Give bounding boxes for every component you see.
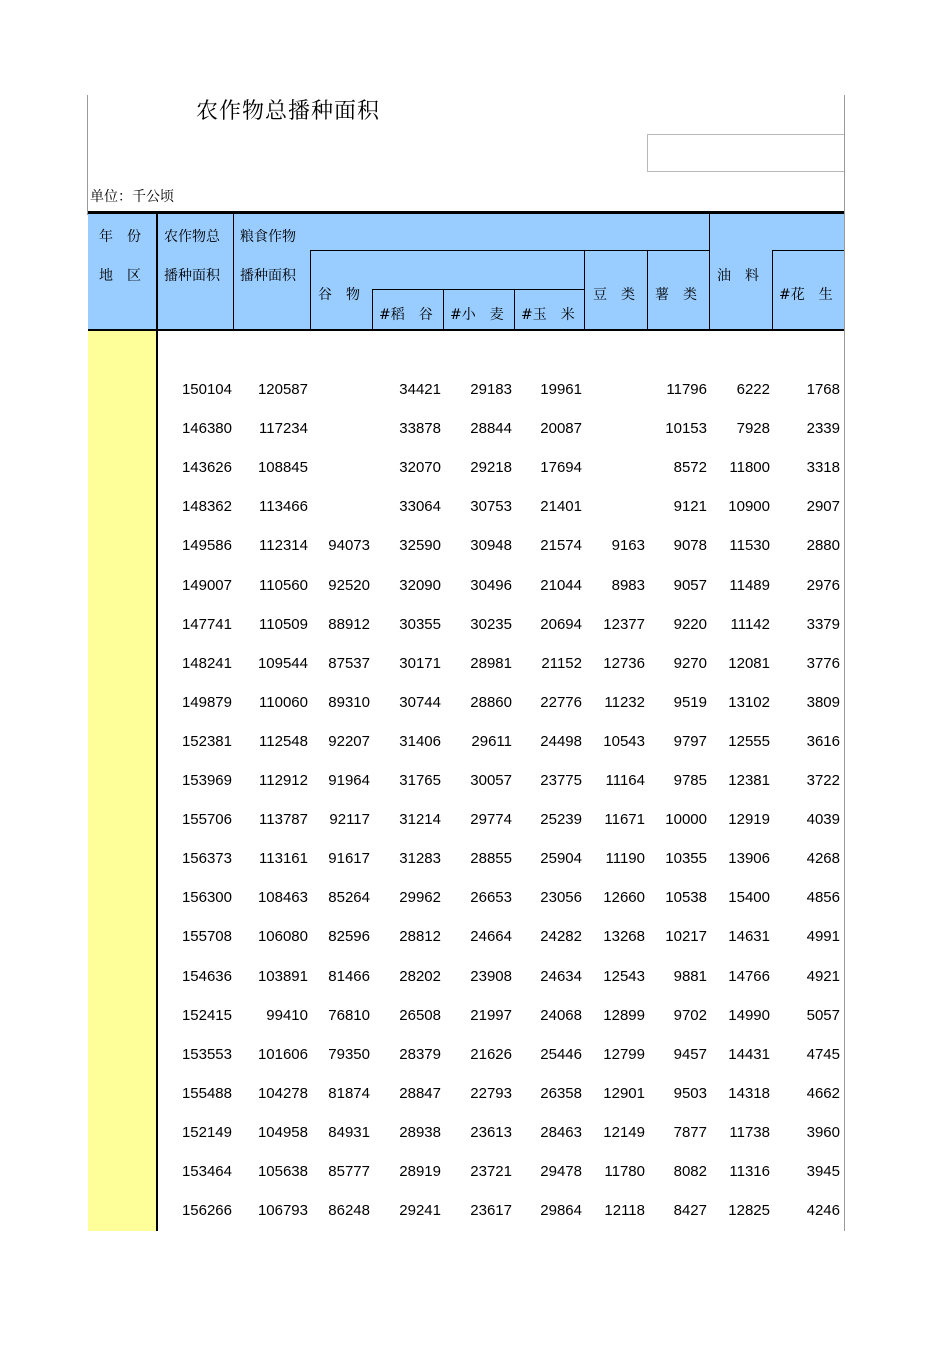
table-cell: 101606 xyxy=(257,1045,308,1063)
table-cell: 86248 xyxy=(328,1202,370,1220)
table-cell: 12799 xyxy=(603,1045,645,1063)
table-cell: 147741 xyxy=(181,615,232,633)
table-row xyxy=(0,616,950,636)
table-cell: 28463 xyxy=(540,1123,582,1141)
table-cell: 103891 xyxy=(257,967,308,985)
table-cell: 30235 xyxy=(470,615,512,633)
table-cell: 106080 xyxy=(257,928,308,946)
table-row xyxy=(0,498,950,518)
table-cell: 12555 xyxy=(728,732,770,750)
table-cell: 11489 xyxy=(729,576,770,594)
table-cell: 12149 xyxy=(603,1123,645,1141)
table-cell: 3776 xyxy=(806,654,840,672)
table-cell: 156266 xyxy=(181,1202,232,1220)
table-cell: 28844 xyxy=(470,420,512,438)
table-cell: 23721 xyxy=(470,1163,512,1180)
table-cell: 9057 xyxy=(673,576,707,594)
table-cell: 143626 xyxy=(181,459,232,477)
table-cell: 9785 xyxy=(673,772,707,789)
table-cell: 28847 xyxy=(399,1084,441,1102)
table-cell: 10153 xyxy=(665,420,707,438)
table-cell: 85264 xyxy=(328,889,370,907)
table-cell: 113466 xyxy=(259,498,308,516)
table-cell: 28812 xyxy=(399,928,441,946)
table-cell: 9220 xyxy=(673,615,707,633)
table-cell: 12901 xyxy=(603,1084,645,1102)
table-cell: 29478 xyxy=(540,1163,582,1180)
table-cell: 21401 xyxy=(540,498,582,516)
header-oil: 油 料 xyxy=(717,268,759,284)
table-cell: 4921 xyxy=(806,967,840,985)
table-cell: 28981 xyxy=(470,654,512,672)
table-cell: 91617 xyxy=(328,850,370,868)
table-cell: 10000 xyxy=(665,811,707,829)
table-cell: 10538 xyxy=(665,889,707,907)
table-cell: 25904 xyxy=(540,850,582,868)
table-cell: 21574 xyxy=(540,537,582,555)
table-cell: 9078 xyxy=(673,537,707,555)
table-cell: 112548 xyxy=(259,732,308,750)
table-row xyxy=(0,733,950,753)
table-cell: 23775 xyxy=(540,772,582,789)
table-cell: 110060 xyxy=(259,693,308,711)
table-cell: 25446 xyxy=(540,1045,582,1063)
table-cell: 28919 xyxy=(399,1163,441,1180)
table-cell: 29183 xyxy=(470,381,512,398)
table-row xyxy=(0,1007,950,1027)
table-cell: 11190 xyxy=(605,850,645,868)
header-cereal: 谷 物 xyxy=(318,287,360,303)
table-cell: 104278 xyxy=(257,1084,308,1102)
table-cell: 20087 xyxy=(540,420,582,438)
table-cell: 32590 xyxy=(399,537,441,555)
table-cell: 31214 xyxy=(399,811,441,829)
table-cell: 9163 xyxy=(611,537,645,555)
table-cell: 21044 xyxy=(540,576,582,594)
table-cell: 22793 xyxy=(470,1084,512,1102)
table-cell: 3960 xyxy=(806,1123,840,1141)
table-cell: 29611 xyxy=(471,732,512,750)
header-total-line1: 农作物总 xyxy=(164,229,220,245)
table-cell: 29218 xyxy=(470,459,512,477)
table-cell: 156300 xyxy=(181,889,232,907)
table-cell: 148362 xyxy=(181,498,232,516)
table-row xyxy=(0,928,950,948)
table-cell: 26653 xyxy=(470,889,512,907)
table-cell: 23617 xyxy=(470,1202,512,1220)
table-cell: 7877 xyxy=(673,1123,707,1141)
table-cell: 88912 xyxy=(328,615,370,633)
table-cell: 4991 xyxy=(806,928,840,946)
table-row xyxy=(0,889,950,909)
table-cell: 81466 xyxy=(328,967,370,985)
table-cell: 10900 xyxy=(728,498,770,516)
table-cell: 23056 xyxy=(540,889,582,907)
table-cell: 92117 xyxy=(329,811,370,829)
table-cell: 30948 xyxy=(470,537,512,555)
table-cell: 12919 xyxy=(728,811,770,829)
table-cell: 30057 xyxy=(470,772,512,789)
table-cell: 99410 xyxy=(266,1006,308,1024)
table-row xyxy=(0,850,950,870)
table-cell: 12118 xyxy=(604,1202,645,1220)
table-cell: 32070 xyxy=(399,459,441,477)
table-cell: 29241 xyxy=(399,1202,441,1220)
table-cell: 108463 xyxy=(257,889,308,907)
table-cell: 79350 xyxy=(328,1045,370,1063)
table-cell: 12543 xyxy=(603,967,645,985)
table-cell: 12736 xyxy=(603,654,645,672)
table-row xyxy=(0,1124,950,1144)
table-cell: 4039 xyxy=(806,811,840,829)
table-row xyxy=(0,577,950,597)
table-cell: 30496 xyxy=(470,576,512,594)
table-cell: 8983 xyxy=(611,576,645,594)
table-cell: 14766 xyxy=(728,967,770,985)
table-cell: 112912 xyxy=(259,772,308,789)
header-year: 年 份 xyxy=(99,229,141,245)
table-cell: 9503 xyxy=(673,1084,707,1102)
table-cell: 156373 xyxy=(181,850,232,868)
table-cell: 22776 xyxy=(540,693,582,711)
table-cell: 24498 xyxy=(540,732,582,750)
table-cell: 6222 xyxy=(736,381,770,398)
table-cell: 34421 xyxy=(399,381,441,398)
table-cell: 87537 xyxy=(328,654,370,672)
table-cell: 8572 xyxy=(673,459,707,477)
table-cell: 21997 xyxy=(470,1006,512,1024)
table-row xyxy=(0,694,950,714)
table-cell: 12825 xyxy=(728,1202,770,1220)
table-cell: 13268 xyxy=(603,928,645,946)
table-cell: 23908 xyxy=(470,967,512,985)
header-beans: 豆 类 xyxy=(593,287,635,303)
table-row xyxy=(0,772,950,792)
table-cell: 30753 xyxy=(470,498,512,516)
table-row xyxy=(0,1085,950,1105)
table-cell: 14631 xyxy=(728,928,770,946)
table-cell: 105638 xyxy=(257,1163,308,1180)
header-wheat: #小 麦 xyxy=(450,307,504,323)
table-cell: 21152 xyxy=(541,654,582,672)
table-cell: 152415 xyxy=(181,1006,232,1024)
table-cell: 85777 xyxy=(328,1163,370,1180)
table-row xyxy=(0,968,950,988)
table-cell: 13102 xyxy=(728,693,770,711)
table-cell: 4246 xyxy=(806,1202,840,1220)
table-cell: 148241 xyxy=(181,654,232,672)
header-peanut: #花 生 xyxy=(779,287,833,303)
page-title: 农作物总播种面积 xyxy=(196,99,381,124)
header-tubers: 薯 类 xyxy=(655,287,697,303)
header-grain-line1: 粮食作物 xyxy=(240,229,296,245)
table-cell: 154636 xyxy=(181,967,232,985)
table-cell: 3379 xyxy=(806,615,840,633)
table-row xyxy=(0,420,950,440)
table-cell: 28860 xyxy=(470,693,512,711)
table-cell: 7928 xyxy=(736,420,770,438)
table-cell: 31765 xyxy=(399,772,441,789)
table-cell: 21626 xyxy=(470,1045,512,1063)
table-cell: 9457 xyxy=(673,1045,707,1063)
table-cell: 28855 xyxy=(470,850,512,868)
table-cell: 9121 xyxy=(673,498,707,516)
table-cell: 9702 xyxy=(673,1006,707,1024)
table-cell: 155708 xyxy=(181,928,232,946)
table-cell: 9519 xyxy=(673,693,707,711)
table-cell: 92520 xyxy=(328,576,370,594)
table-cell: 11164 xyxy=(605,772,645,789)
table-cell: 11780 xyxy=(604,1163,645,1180)
table-cell: 17694 xyxy=(540,459,582,477)
table-cell: 26508 xyxy=(399,1006,441,1024)
table-cell: 9797 xyxy=(673,732,707,750)
table-cell: 2339 xyxy=(806,420,840,438)
table-cell: 24068 xyxy=(540,1006,582,1024)
table-cell: 10355 xyxy=(665,850,707,868)
table-cell: 12381 xyxy=(728,772,770,789)
table-cell: 84931 xyxy=(328,1123,370,1141)
table-cell: 3722 xyxy=(806,772,840,789)
table-cell: 76810 xyxy=(328,1006,370,1024)
table-cell: 14990 xyxy=(728,1006,770,1024)
table-cell: 152149 xyxy=(181,1123,232,1141)
table-cell: 8082 xyxy=(673,1163,707,1180)
table-cell: 106793 xyxy=(257,1202,308,1220)
table-cell: 146380 xyxy=(181,420,232,438)
table-cell: 11671 xyxy=(604,811,645,829)
table-cell: 153464 xyxy=(181,1163,232,1180)
table-cell: 113161 xyxy=(259,850,308,868)
table-cell: 9270 xyxy=(673,654,707,672)
table-row xyxy=(0,537,950,557)
table-cell: 31283 xyxy=(399,850,441,868)
table-row xyxy=(0,655,950,675)
header-grain-line2: 播种面积 xyxy=(240,268,296,284)
table-cell: 19961 xyxy=(540,381,582,398)
table-cell: 94073 xyxy=(328,537,370,555)
table-cell: 24634 xyxy=(540,967,582,985)
table-cell: 82596 xyxy=(328,928,370,946)
table-cell: 10217 xyxy=(665,928,707,946)
table-row xyxy=(0,811,950,831)
table-cell: 4745 xyxy=(806,1045,840,1063)
table-cell: 4662 xyxy=(806,1084,840,1102)
header-region: 地 区 xyxy=(99,268,141,284)
table-cell: 33878 xyxy=(399,420,441,438)
table-row xyxy=(0,381,950,401)
table-cell: 12081 xyxy=(728,654,770,672)
table-cell: 117234 xyxy=(259,420,308,438)
table-cell: 155488 xyxy=(181,1084,232,1102)
unit-label: 单位：千公顷 xyxy=(90,189,174,205)
table-cell: 11800 xyxy=(729,459,770,477)
table-cell: 30744 xyxy=(399,693,441,711)
header-rice: #稻 谷 xyxy=(379,307,433,323)
table-cell: 13906 xyxy=(728,850,770,868)
table-row xyxy=(0,1046,950,1066)
table-cell: 2907 xyxy=(806,498,840,516)
table-cell: 153969 xyxy=(181,772,232,789)
table-cell: 33064 xyxy=(399,498,441,516)
table-cell: 149879 xyxy=(181,693,232,711)
table-cell: 11530 xyxy=(729,537,770,555)
table-cell: 5057 xyxy=(806,1006,840,1024)
table-cell: 31406 xyxy=(399,732,441,750)
table-cell: 28938 xyxy=(399,1123,441,1141)
table-cell: 12660 xyxy=(603,889,645,907)
table-cell: 29864 xyxy=(540,1202,582,1220)
table-cell: 108845 xyxy=(257,459,308,477)
table-row xyxy=(0,1163,950,1183)
table-cell: 3945 xyxy=(806,1163,840,1180)
table-cell: 9881 xyxy=(673,967,707,985)
table-cell: 23613 xyxy=(470,1123,512,1141)
table-cell: 4268 xyxy=(806,850,840,868)
table-cell: 10543 xyxy=(603,732,645,750)
table-cell: 89310 xyxy=(328,693,370,711)
table-row xyxy=(0,459,950,479)
table-cell: 152381 xyxy=(181,732,232,750)
table-cell: 12377 xyxy=(603,615,645,633)
table-cell: 104958 xyxy=(257,1123,308,1141)
table-cell: 1768 xyxy=(806,381,840,398)
table-cell: 110509 xyxy=(259,615,308,633)
table-cell: 110560 xyxy=(259,576,308,594)
table-cell: 149007 xyxy=(181,576,232,594)
table-cell: 26358 xyxy=(540,1084,582,1102)
table-cell: 2880 xyxy=(806,537,840,555)
table-cell: 149586 xyxy=(181,537,232,555)
table-cell: 15400 xyxy=(728,889,770,907)
table-row xyxy=(0,1202,950,1222)
table-cell: 24664 xyxy=(470,928,512,946)
table-cell: 24282 xyxy=(540,928,582,946)
table-cell: 150104 xyxy=(181,381,232,398)
table-cell: 11142 xyxy=(730,615,770,633)
table-cell: 81874 xyxy=(328,1084,370,1102)
table-cell: 91964 xyxy=(328,772,370,789)
table-cell: 11796 xyxy=(666,381,707,398)
table-cell: 120587 xyxy=(257,381,308,398)
table-cell: 11316 xyxy=(729,1163,770,1180)
table-cell: 113787 xyxy=(259,811,308,829)
table-cell: 2976 xyxy=(806,576,840,594)
table-cell: 4856 xyxy=(806,889,840,907)
table-cell: 11738 xyxy=(729,1123,770,1141)
table-cell: 20694 xyxy=(540,615,582,633)
left-border xyxy=(87,95,88,215)
table-cell: 3809 xyxy=(806,693,840,711)
table-cell: 11232 xyxy=(604,693,645,711)
header-total-line2: 播种面积 xyxy=(164,268,220,284)
table-cell: 30355 xyxy=(399,615,441,633)
table-cell: 3616 xyxy=(806,732,840,750)
table-cell: 28379 xyxy=(399,1045,441,1063)
header-corn: #玉 米 xyxy=(521,307,575,323)
table-cell: 32090 xyxy=(399,576,441,594)
table-cell: 155706 xyxy=(181,811,232,829)
table-cell: 14431 xyxy=(728,1045,770,1063)
table-cell: 28202 xyxy=(399,967,441,985)
table-cell: 12899 xyxy=(603,1006,645,1024)
table-cell: 92207 xyxy=(328,732,370,750)
table-cell: 112314 xyxy=(259,537,308,555)
table-cell: 14318 xyxy=(728,1084,770,1102)
table-cell: 25239 xyxy=(540,811,582,829)
table-cell: 8427 xyxy=(673,1202,707,1220)
table-cell: 30171 xyxy=(399,654,441,672)
table-cell: 29774 xyxy=(470,811,512,829)
table-cell: 109544 xyxy=(257,654,308,672)
text-input-box[interactable] xyxy=(647,134,844,172)
table-cell: 29962 xyxy=(399,889,441,907)
table-cell: 153553 xyxy=(181,1045,232,1063)
table-cell: 3318 xyxy=(806,459,840,477)
